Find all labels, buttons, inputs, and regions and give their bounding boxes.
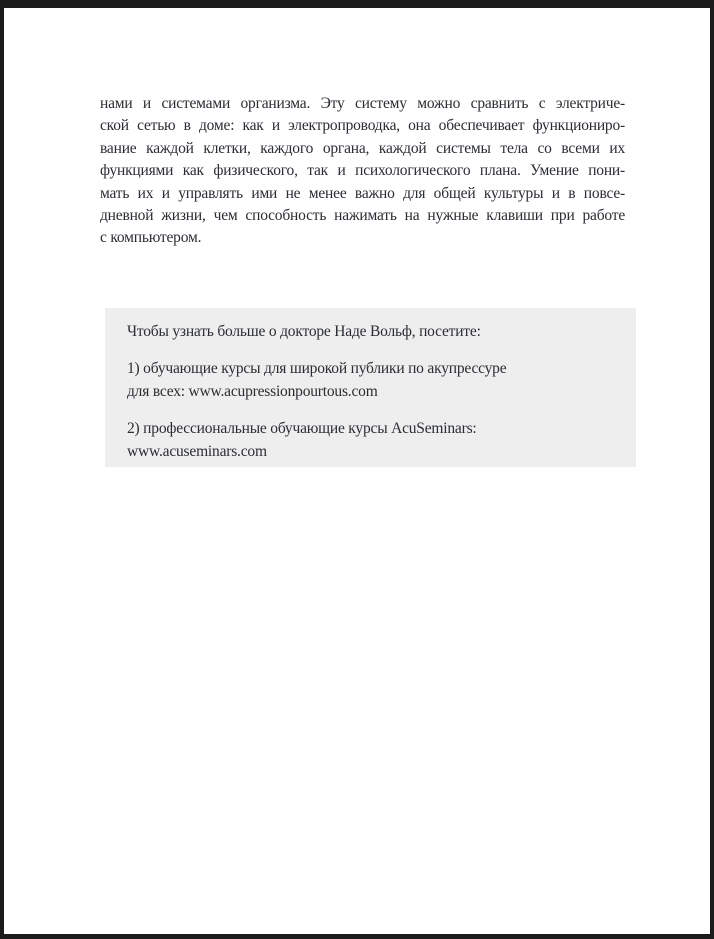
info-box-item-1-url: для всех: www.acupressionpourtous.com: [127, 383, 378, 400]
paragraph-line: с компьютером.: [100, 229, 202, 247]
book-page: [4, 8, 710, 934]
info-box-item-1-line-1: 1) обучающие курсы для широкой публики по акупрессуре: [127, 360, 507, 377]
body-paragraph: [100, 93, 625, 250]
paragraph-line: ской сетью в доме: как и электропроводка, она обеспечивает функциониро-: [100, 117, 625, 135]
paragraph-line: функциями как физического, так и психологического плана. Умение пони-: [100, 162, 625, 180]
paragraph-line: мать их и управлять ими не менее важно для общей культуры и в повсе-: [100, 184, 625, 202]
info-box-item-2-line-1: 2) профессиональные обучающие курсы AcuSeminars:: [127, 420, 477, 437]
paragraph-line: дневной жизни, чем способность нажимать на нужные клавиши при работе: [100, 207, 625, 225]
info-box: [105, 308, 636, 467]
info-box-intro: Чтобы узнать больше о докторе Наде Вольф, посетите:: [127, 323, 481, 340]
paragraph-line: нами и системами организма. Эту систему можно сравнить с электриче-: [100, 95, 625, 112]
info-box-item-1: [127, 357, 614, 403]
paragraph-line: вание каждой клетки, каждого органа, каждой системы тела со всеми их: [100, 139, 625, 157]
info-box-item-2: [127, 417, 614, 463]
info-box-item-2-url: www.acuseminars.com: [127, 443, 267, 460]
